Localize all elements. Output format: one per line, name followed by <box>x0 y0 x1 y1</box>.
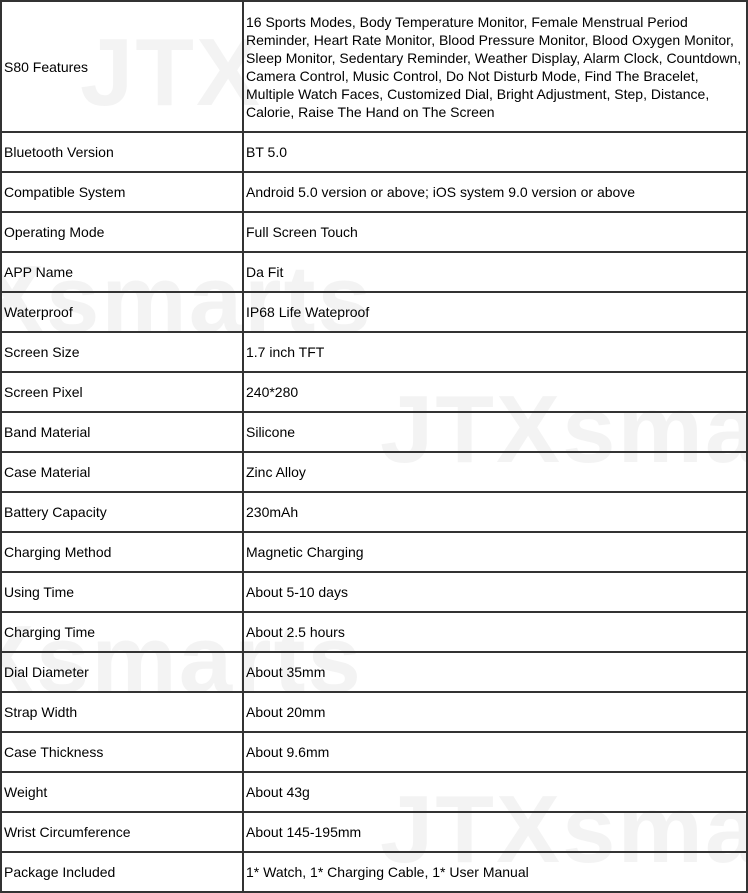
spec-value: 16 Sports Modes, Body Temperature Monitor, Female Menstrual Period Reminder, Heart Rate Monitor, Blood Pressure Monitor, Blood Oxygen Monitor, Sleep Monitor, Sedentary Reminder, Weather Display, Alarm Clock, Countdown, Camera Control, Music Control, Do Not Disturb Mode, Find The Bracelet, Multiple Watch Faces, Customized Dial, Bright Adjustment, Step, Distance, Calorie, Raise The Hand on The Screen <box>243 1 747 132</box>
table-row <box>1 772 747 812</box>
spec-value: IP68 Life Wateproof <box>243 292 747 332</box>
spec-value: About 2.5 hours <box>243 612 747 652</box>
spec-value: 240*280 <box>243 372 747 412</box>
table-row <box>1 292 747 332</box>
spec-value: Da Fit <box>243 252 747 292</box>
spec-value: 230mAh <box>243 492 747 532</box>
spec-value: About 35mm <box>243 652 747 692</box>
spec-label: Screen Size <box>1 332 243 372</box>
spec-value: 1.7 inch TFT <box>243 332 747 372</box>
spec-label: Operating Mode <box>1 212 243 252</box>
spec-label: Using Time <box>1 572 243 612</box>
spec-label: S80 Features <box>1 1 243 132</box>
spec-label: Package Included <box>1 852 243 892</box>
table-row <box>1 172 747 212</box>
spec-label: Case Material <box>1 452 243 492</box>
table-row <box>1 732 747 772</box>
spec-label: Weight <box>1 772 243 812</box>
table-row <box>1 332 747 372</box>
spec-label: Charging Method <box>1 532 243 572</box>
spec-label: Dial Diameter <box>1 652 243 692</box>
spec-value: Zinc Alloy <box>243 452 747 492</box>
spec-value: About 43g <box>243 772 747 812</box>
table-row <box>1 492 747 532</box>
spec-value: About 20mm <box>243 692 747 732</box>
table-row <box>1 612 747 652</box>
spec-label: Charging Time <box>1 612 243 652</box>
table-row <box>1 692 747 732</box>
spec-label: Compatible System <box>1 172 243 212</box>
table-row <box>1 132 747 172</box>
spec-label: Screen Pixel <box>1 372 243 412</box>
table-row <box>1 852 747 892</box>
spec-value: Android 5.0 version or above; iOS system 9.0 version or above <box>243 172 747 212</box>
table-row <box>1 252 747 292</box>
spec-value: About 5-10 days <box>243 572 747 612</box>
spec-value: Silicone <box>243 412 747 452</box>
spec-value: BT 5.0 <box>243 132 747 172</box>
table-row <box>1 412 747 452</box>
spec-value: 1* Watch, 1* Charging Cable, 1* User Manual <box>243 852 747 892</box>
spec-label: Band Material <box>1 412 243 452</box>
spec-label: Waterproof <box>1 292 243 332</box>
table-row <box>1 652 747 692</box>
table-row <box>1 812 747 852</box>
table-row <box>1 1 747 132</box>
spec-label: Battery Capacity <box>1 492 243 532</box>
table-row <box>1 532 747 572</box>
spec-label: Strap Width <box>1 692 243 732</box>
table-row <box>1 372 747 412</box>
table-row <box>1 212 747 252</box>
spec-label: APP Name <box>1 252 243 292</box>
spec-label: Wrist Circumference <box>1 812 243 852</box>
table-row <box>1 572 747 612</box>
spec-label: Case Thickness <box>1 732 243 772</box>
spec-value: About 9.6mm <box>243 732 747 772</box>
table-row <box>1 452 747 492</box>
spec-value: Magnetic Charging <box>243 532 747 572</box>
spec-label: Bluetooth Version <box>1 132 243 172</box>
spec-value: Full Screen Touch <box>243 212 747 252</box>
spec-value: About 145-195mm <box>243 812 747 852</box>
